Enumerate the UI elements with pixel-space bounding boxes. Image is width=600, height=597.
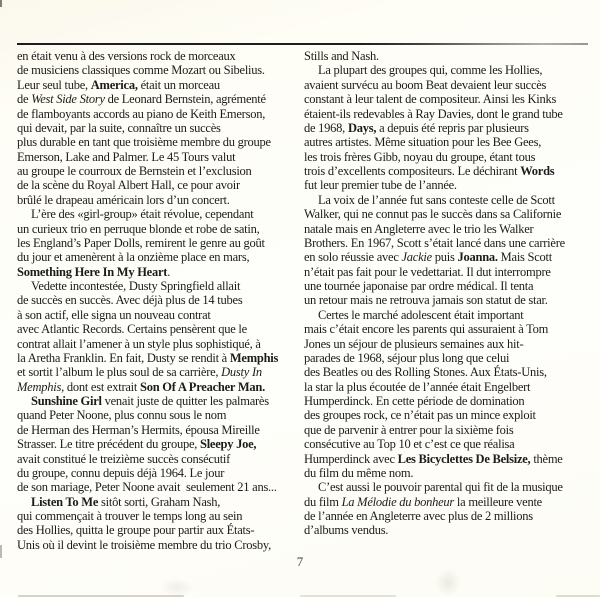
text-line — [304, 480, 596, 494]
body-text: sitôt sorti, Graham Nash, — [98, 494, 221, 509]
body-text: a depuis été repris par plusieurs — [376, 120, 529, 135]
body-text: autres artistes. Même situation pour les Bee Gees, — [304, 135, 542, 150]
body-text: de l’année en Angleterre avec plus de 2 millions — [304, 509, 533, 523]
text-line — [304, 265, 596, 279]
text-line — [304, 121, 596, 135]
body-text: L’ère des «girl-group» était révolue, cependant — [31, 207, 254, 222]
text-line — [17, 107, 301, 121]
body-text: du film — [304, 494, 342, 509]
text-line — [304, 365, 596, 379]
text-line — [17, 279, 301, 293]
body-text: venait juste de quitter les palmarès — [101, 394, 269, 408]
body-text: Humperdinck avec — [304, 451, 398, 466]
text-line — [304, 308, 596, 322]
body-text: natale mais en Angleterre avec le trio les Walker — [304, 221, 534, 236]
text-line — [17, 150, 301, 164]
body-text: la star la plus écoutée de l’année était Engelbert — [304, 379, 531, 394]
scan-artifact — [52, 0, 127, 9]
text-line — [17, 236, 301, 250]
body-text: des groupes rock, ce n’était pas un mince exploit — [304, 408, 536, 423]
body-text: de — [17, 92, 32, 107]
title-bold-text: Listen To Me — [31, 494, 99, 509]
body-text: consécutive au Top 10 et c’est ce que réalisa — [304, 437, 515, 452]
text-line — [17, 207, 301, 221]
body-text: dont est extrait — [63, 379, 140, 394]
body-text: d’albums vendus. — [304, 523, 389, 538]
text-line — [17, 495, 301, 509]
body-text: étaient-ils redevables à Ray Davies, dont le grand tube — [304, 106, 563, 121]
text-line — [17, 322, 301, 336]
body-text: en solo réussie avec — [304, 250, 402, 265]
body-text: de Leonard Bernstein, agrémenté — [104, 92, 266, 107]
body-text: Brothers. En 1967, Scott s’était lancé dans une carrière — [304, 235, 565, 250]
body-text: de Herman des Herman’s Hermits, épousa Mireille — [17, 422, 260, 437]
body-text: Emerson, Lake and Palmer. Le 45 Tours valut — [17, 149, 236, 164]
body-text: La voix de l’année fut sans conteste celle de Scott — [318, 192, 555, 207]
text-line — [304, 107, 596, 121]
body-text: une tournée japonaise par ordre médical. Il tenta — [304, 279, 534, 293]
text-line — [17, 480, 301, 494]
text-line — [17, 365, 301, 379]
text-line — [17, 250, 301, 264]
text-line — [17, 308, 301, 322]
text-line — [304, 63, 596, 77]
title-bold-text: Son Of A Preacher Man. — [140, 379, 265, 394]
body-text: Vedette incontestée, Dusty Springfield allait — [31, 279, 241, 293]
text-line — [304, 293, 596, 307]
text-line — [17, 293, 301, 307]
text-line — [304, 279, 596, 293]
body-text: La plupart des groupes qui, comme les Hollies, — [318, 63, 543, 78]
body-text: du jour et amenèrent à la onzième place en mars, — [17, 250, 250, 265]
body-text: . — [167, 264, 171, 279]
body-text: qui devait, par la suite, connaître un succès — [17, 120, 221, 135]
text-line — [304, 178, 596, 192]
body-text: était un morceau — [137, 77, 220, 92]
text-line — [304, 452, 596, 466]
body-text: Stills and Nash. — [304, 49, 379, 63]
text-line — [17, 222, 301, 236]
body-text: de la scène du Royal Albert Hall, ce pour avoir — [17, 178, 240, 193]
title-italic-text: West Side Story — [31, 92, 105, 107]
body-text: que de parvenir à entrer pour la sixième fois — [304, 422, 514, 437]
body-text: à son actif, elle signa un nouveau contrat — [17, 307, 211, 322]
body-text: du film du même nom. — [304, 465, 414, 480]
top-rule-divider — [17, 43, 588, 45]
body-text: contrat allait l’amener à un style plus sophistiqué, à — [17, 336, 261, 351]
scan-artifact — [160, 578, 194, 597]
text-line — [17, 49, 301, 63]
title-bold-text: America, — [90, 77, 138, 92]
scan-artifact — [435, 568, 461, 597]
text-line — [304, 423, 596, 437]
body-text: C’est aussi le pouvoir parental qui fit de la musique — [318, 480, 563, 495]
body-text: la meilleure vente — [454, 494, 542, 509]
body-text: Strasser. Le titre précédent du groupe, — [17, 437, 200, 452]
text-line — [17, 394, 301, 408]
body-text: un retour mais ne retrouva jamais son statut de star. — [304, 293, 548, 308]
text-line — [17, 408, 301, 422]
text-line — [304, 351, 596, 365]
body-text: quand Peter Noone, plus connu sous le nom — [17, 408, 227, 423]
body-text: Walker, qui ne connut pas le succès dans sa Californie — [304, 207, 562, 222]
text-line — [17, 78, 301, 92]
text-line — [17, 452, 301, 466]
right-text-column — [304, 49, 596, 538]
body-text: Certes le marché adolescent était important — [318, 307, 524, 322]
body-text: mais c’était encore les parents qui assuraient à Tom — [304, 322, 549, 337]
text-line — [304, 250, 596, 264]
title-bold-text: Memphis — [229, 350, 279, 365]
text-line — [304, 322, 596, 336]
text-line — [304, 164, 596, 178]
body-text: en était venu à des versions rock de morceaux — [17, 49, 236, 63]
text-line — [17, 63, 301, 77]
text-line — [17, 164, 301, 178]
text-line — [304, 437, 596, 451]
body-text: la Aretha Franklin. En fait, Dusty se rendit à — [17, 350, 230, 365]
text-line — [304, 495, 596, 509]
body-text: qui commençait à trouver le temps long au sein — [17, 509, 243, 523]
body-text: fut leur premier tube de l’année. — [304, 178, 457, 193]
left-text-column — [17, 49, 301, 552]
title-bold-text: Something Here In My Heart — [17, 264, 168, 279]
body-text: Jones un séjour de plusieurs semaines aux hit- — [304, 336, 524, 351]
body-text: trois d’excellents compositeurs. Le déchirant — [304, 164, 521, 178]
title-italic-text: La Mélodie du bonheur — [341, 494, 455, 509]
body-text: et sortit l’album le plus soul de sa carrière, — [17, 365, 222, 380]
body-text: Leur seul tube, — [17, 77, 91, 92]
body-text: du groupe, connu depuis déjà 1964. Le jour — [17, 465, 225, 480]
text-line — [17, 423, 301, 437]
text-line — [304, 193, 596, 207]
text-line — [17, 538, 301, 552]
body-text: de musiciens classiques comme Mozart ou Sibelius. — [17, 63, 265, 78]
text-line — [304, 523, 596, 537]
text-line — [17, 193, 301, 207]
body-text: avec Atlantic Records. Certains pensèrent que le — [17, 322, 247, 337]
text-line — [304, 337, 596, 351]
text-line — [17, 380, 301, 394]
title-bold-text: Sleepy Joe, — [200, 437, 257, 452]
text-line — [17, 178, 301, 192]
title-italic-text: Memphis, — [17, 379, 64, 394]
text-line — [304, 408, 596, 422]
body-text: de succès en succès. Avec déjà plus de 14 tubes — [17, 293, 243, 308]
body-text: des Beatles ou des Rolling Stones. Aux États-Unis, — [304, 365, 547, 380]
body-text: des Hollies, quitta le groupe pour partir aux États- — [17, 523, 255, 538]
title-bold-text: Joanna. — [457, 250, 498, 265]
body-text: les trois frères Gibb, noyau du groupe, étant tous — [304, 149, 536, 164]
text-line — [17, 265, 301, 279]
text-line — [17, 135, 301, 149]
title-italic-text: Dusty In — [221, 365, 262, 380]
body-text: de flamboyants accords au piano de Keith Emerson, — [17, 106, 266, 121]
text-line — [304, 380, 596, 394]
body-text: Unis où il devint le troisième membre du trio Crosby, — [17, 537, 271, 552]
body-text: n’était pas fait pour le vedettariat. Il dut interrompre — [304, 264, 551, 279]
body-text: plus durable en tant que troisième membre du groupe — [17, 135, 271, 150]
title-bold-text: Sunshine Girl — [31, 394, 102, 408]
text-line — [17, 509, 301, 523]
text-line — [304, 207, 596, 221]
title-bold-text: Les Bicyclettes De Belsize, — [397, 451, 531, 466]
body-text: avait constitué le treizième succès consécutif — [17, 451, 231, 466]
body-text: Humperdinck. En cette période de domination — [304, 394, 525, 408]
text-line — [17, 437, 301, 451]
title-bold-text: Days, — [347, 120, 377, 135]
page-number: 7 — [296, 554, 304, 569]
text-line — [304, 466, 596, 480]
title-italic-text: Jackie — [401, 250, 432, 265]
body-text: les England’s Paper Dolls, remirent le genre au goût — [17, 235, 265, 250]
body-text: puis — [431, 250, 458, 265]
text-line — [304, 135, 596, 149]
body-text: au groupe le courroux de Bernstein et l’exclusion — [17, 164, 252, 178]
text-line — [304, 150, 596, 164]
body-text: de son mariage, Peter Noone avait seulement 21 ans... — [17, 480, 277, 495]
body-text: avaient survécu au boom Beat devaient leur succès — [304, 77, 547, 92]
text-line — [304, 78, 596, 92]
text-line — [17, 351, 301, 365]
text-line — [17, 523, 301, 537]
body-text: constant à leur talent de compositeur. Ainsi les Kinks — [304, 92, 557, 107]
text-line — [17, 121, 301, 135]
body-text: parades de 1968, séjour plus long que celui — [304, 350, 510, 365]
text-line — [304, 222, 596, 236]
text-line — [17, 466, 301, 480]
text-line — [17, 92, 301, 106]
body-text: un curieux trio en perruque blonde et robe de satin, — [17, 221, 260, 236]
body-text: Mais Scott — [497, 250, 552, 265]
body-text: brûlé le drapeau américain lors d’un concert. — [17, 192, 230, 207]
text-line — [17, 337, 301, 351]
scan-artifact — [0, 0, 2, 7]
text-line — [304, 92, 596, 106]
text-line — [304, 236, 596, 250]
text-line — [304, 394, 596, 408]
text-line — [304, 49, 596, 63]
body-text: de 1968, — [304, 120, 348, 135]
title-bold-text: Words — [520, 164, 555, 178]
body-text: thème — [530, 451, 563, 466]
text-line — [304, 509, 596, 523]
